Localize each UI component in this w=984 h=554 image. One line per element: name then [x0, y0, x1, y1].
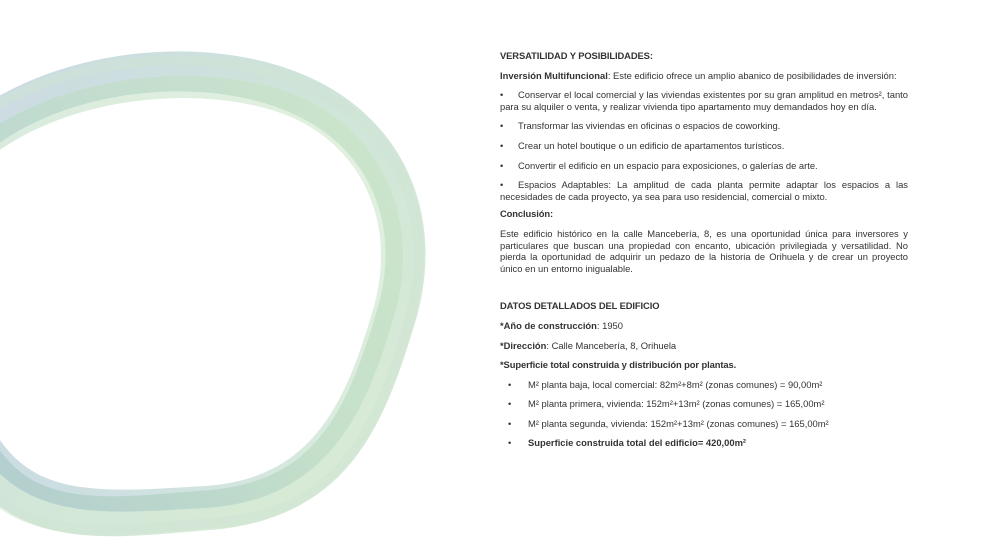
- total-item: • Superficie construida total del edificio= 420,00m²: [500, 437, 908, 449]
- bullet-icon: •: [508, 378, 512, 390]
- intro-text: : Este edificio ofrece un amplio abanico de posibilidades de inversión:: [607, 69, 897, 81]
- section-heading-details: DATOS DETALLADOS DEL EDIFICIO: [500, 300, 660, 312]
- section-heading-versatility: VERSATILIDAD Y POSIBILIDADES:: [500, 50, 653, 61]
- conclusion-text: Este edificio histórico en la calle Mancebería, 8, es una oportunidad única para inversores y particulares que buscan una propiedad con encanto, ubicación privilegiada y versatilidad. No pierda la oportunidad de adquirir un pedazo de la historia de Orihuela y de crear un proyecto único en un entorno inigualable.: [500, 227, 908, 274]
- bullet-icon: •: [508, 417, 512, 429]
- floor-item: • M² planta primera, vivienda: 152m²+13m² (zonas comunes) = 165,00m²: [500, 398, 908, 410]
- bullet-icon: •: [500, 179, 504, 191]
- bullet-icon: •: [500, 89, 504, 101]
- list-item: • Transformar las viviendas en oficinas o espacios de coworking.: [500, 120, 781, 132]
- surface-heading: *Superficie total construida y distribución por plantas.: [500, 359, 737, 371]
- intro-paragraph: [500, 70, 908, 82]
- floor-item: • M² planta baja, local comercial: 82m²+8m² (zonas comunes) = 90,00m²: [500, 379, 908, 391]
- floor-item: • M² planta segunda, vivienda: 152m²+13m² (zonas comunes) = 165,00m²: [500, 418, 908, 430]
- content-column: [500, 50, 908, 449]
- conclusion-heading: Conclusión:: [500, 208, 554, 220]
- year-row: *Año de construcción: 1950: [500, 319, 623, 331]
- bullet-icon: •: [500, 159, 504, 171]
- bullet-icon: •: [500, 120, 504, 132]
- address-row: *Dirección: Calle Mancebería, 8, Orihuela: [500, 339, 677, 351]
- list-item: • Convertir el edificio en un espacio para exposiciones, o galerías de arte.: [500, 159, 818, 171]
- intro-label: Inversión Multifuncional: [500, 69, 608, 81]
- list-item: • Conservar el local comercial y las viviendas existentes por su gran amplitud en metros², tanto para su alquiler o venta, y realizar vivienda tipo apartamento muy demandados hoy en día.: [500, 89, 908, 112]
- bullet-icon: •: [508, 398, 512, 410]
- bullet-icon: •: [508, 437, 512, 449]
- list-item: • Espacios Adaptables: La amplitud de cada planta permite adaptar los espacios a las necesidades de cada proyecto, ya sea para uso residencial, comercial o mixto.: [500, 179, 908, 202]
- list-item: • Crear un hotel boutique o un edificio de apartamentos turísticos.: [500, 139, 785, 151]
- bullet-icon: •: [500, 139, 504, 151]
